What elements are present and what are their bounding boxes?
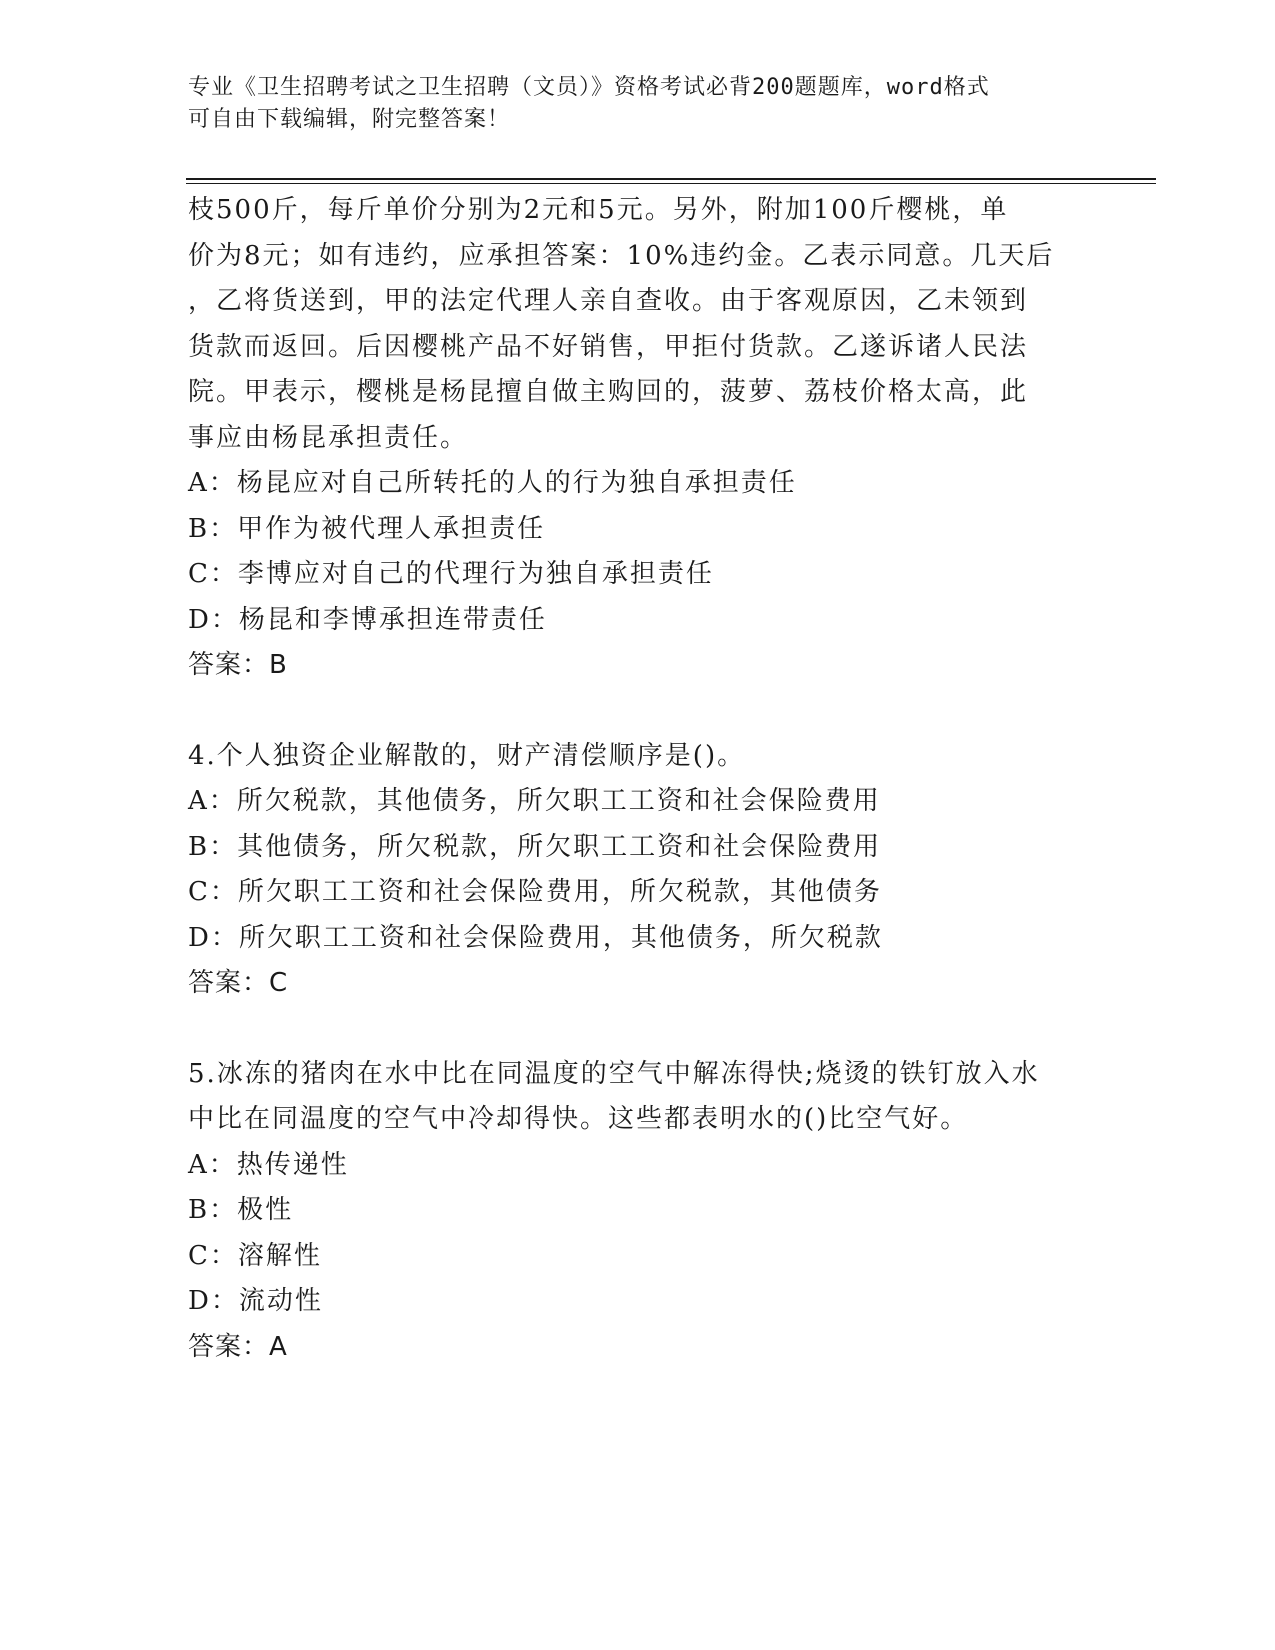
document-header xyxy=(188,72,1068,136)
header-divider-thick xyxy=(186,178,1156,180)
question-5-stem-line: 中比在同温度的空气中冷却得快。这些都表明水的()比空气好。 xyxy=(188,1104,969,1134)
question-3-answer: 答案：B xyxy=(188,650,288,680)
question-3-text-line: 枝500斤，每斤单价分别为2元和5元。另外，附加100斤樱桃，单 xyxy=(188,195,1009,225)
header-title-line-1: 专业《卫生招聘考试之卫生招聘（文员）》资格考试必背200题题库，word格式 xyxy=(188,75,990,100)
question-3-option-c: C：李博应对自己的代理行为独自承担责任 xyxy=(188,559,714,589)
question-5-answer: 答案：A xyxy=(188,1331,288,1362)
question-4-answer: 答案：C xyxy=(188,968,289,998)
question-5-option-b: B：极性 xyxy=(188,1195,294,1225)
question-3-option-b: B：甲作为被代理人承担责任 xyxy=(188,513,546,544)
question-4-option-a: A：所欠税款，其他债务，所欠职工工资和社会保险费用 xyxy=(188,786,881,816)
question-3-option-d: D：杨昆和李博承担连带责任 xyxy=(188,604,547,635)
question-4-option-d: D：所欠职工工资和社会保险费用，其他债务，所欠税款 xyxy=(188,922,883,953)
question-3-option-a: A：杨昆应对自己所转托的人的行为独自承担责任 xyxy=(188,468,797,498)
question-4-stem: 4.个人独资企业解散的，财产清偿顺序是()。 xyxy=(188,740,746,771)
question-3-text-line: 院。甲表示，樱桃是杨昆擅自做主购回的，菠萝、荔枝价格太高，此 xyxy=(188,377,1029,407)
spacer xyxy=(188,1007,1088,1052)
question-4 xyxy=(188,734,1088,1007)
header-title-line-2: 可自由下载编辑，附完整答案！ xyxy=(188,107,511,132)
header-divider-thin xyxy=(186,183,1156,184)
question-5-stem-line: 5.冰冻的猪肉在水中比在同温度的空气中解冻得快;烧烫的铁钉放入水 xyxy=(188,1058,1040,1089)
question-3-text-line: 价为8元；如有违约，应承担答案：10%违约金。乙表示同意。几天后 xyxy=(188,240,1055,271)
question-3 xyxy=(188,188,1088,689)
question-5-option-d: D：流动性 xyxy=(188,1286,323,1316)
question-5-option-c: C：溶解性 xyxy=(188,1240,322,1271)
question-4-option-c: C：所欠职工工资和社会保险费用，所欠税款，其他债务 xyxy=(188,877,882,907)
question-3-text-line: ，乙将货送到，甲的法定代理人亲自查收。由于客观原因，乙未领到 xyxy=(188,286,1029,316)
spacer xyxy=(188,689,1088,734)
question-4-option-b: B：其他债务，所欠税款，所欠职工工资和社会保险费用 xyxy=(188,831,882,862)
question-5 xyxy=(188,1052,1088,1371)
question-content xyxy=(188,188,1088,1370)
question-3-text-line: 事应由杨昆承担责任。 xyxy=(188,422,469,453)
question-5-option-a: A：热传递性 xyxy=(188,1149,349,1180)
question-3-text-line: 货款而返回。后因樱桃产品不好销售，甲拒付货款。乙遂诉诸人民法 xyxy=(188,331,1029,362)
